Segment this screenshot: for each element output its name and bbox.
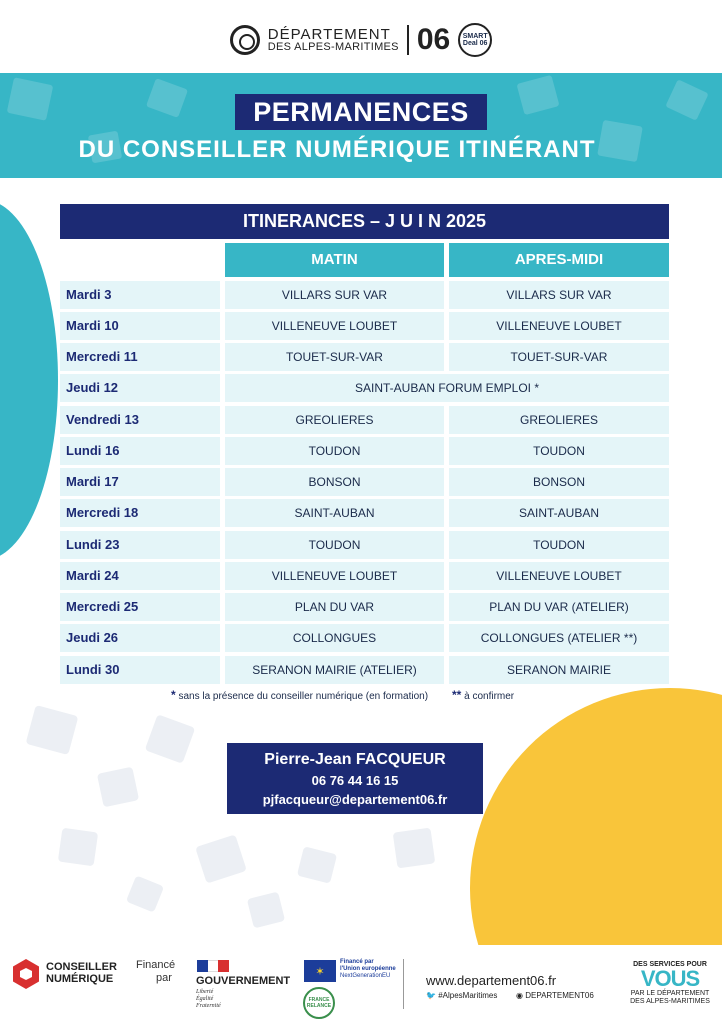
eu-line1: Financé par bbox=[340, 959, 374, 965]
footnote-formation bbox=[171, 688, 428, 702]
finance-line1: Financé bbox=[136, 959, 176, 971]
website-link[interactable]: www.departement06.fr bbox=[426, 973, 557, 988]
day-cell: Lundi 16 bbox=[60, 437, 220, 465]
footnote-confirm bbox=[452, 688, 514, 702]
day-cell: Jeudi 26 bbox=[60, 624, 220, 652]
morning-cell: GREOLIERES bbox=[225, 406, 444, 434]
table-row bbox=[60, 281, 669, 309]
decorative-square bbox=[195, 834, 247, 883]
table-row bbox=[60, 468, 669, 496]
page-title: PERMANENCES bbox=[235, 94, 487, 130]
france-relance-logo: FRANCE RELANCE bbox=[303, 987, 335, 1019]
day-cell: Mercredi 25 bbox=[60, 593, 220, 621]
morning-cell: TOUET-SUR-VAR bbox=[225, 343, 444, 371]
table-row bbox=[60, 624, 669, 652]
table-row bbox=[60, 499, 669, 527]
schedule-heading: ITINERANCES – J U I N 2025 bbox=[60, 204, 669, 239]
dsv-line3: DES ALPES-MARITIMES bbox=[630, 998, 710, 1005]
eu-flag-icon: ✶ bbox=[304, 960, 336, 982]
decorative-square bbox=[26, 705, 79, 755]
logo-divider bbox=[407, 25, 409, 55]
decorative-square bbox=[297, 846, 337, 883]
finance-label bbox=[136, 959, 175, 985]
dsv-line2: PAR LE DÉPARTEMENT bbox=[630, 990, 710, 997]
dsv-big: VOUS bbox=[640, 966, 700, 991]
footnote-text: sans la présence du conseiller numérique (en formation) bbox=[178, 691, 429, 702]
morning-cell: SERANON MAIRIE (ATELIER) bbox=[225, 656, 444, 684]
contact-email[interactable]: pjfacqueur@departement06.fr bbox=[262, 792, 448, 807]
decorative-square bbox=[97, 767, 139, 808]
contact-name: Pierre-Jean FACQUEUR bbox=[264, 751, 446, 768]
afternoon-cell: BONSON bbox=[449, 468, 669, 496]
day-cell: Mardi 10 bbox=[60, 312, 220, 340]
table-row bbox=[60, 374, 669, 402]
afternoon-cell: TOUET-SUR-VAR bbox=[449, 343, 669, 371]
table-row bbox=[60, 406, 669, 434]
gouvernement-motto bbox=[196, 989, 221, 1010]
morning-cell: TOUDON bbox=[225, 437, 444, 465]
table-row bbox=[60, 312, 669, 340]
decorative-square bbox=[145, 714, 196, 763]
department-logo bbox=[0, 20, 722, 60]
decorative-square bbox=[247, 892, 285, 929]
conseiller-numerique-icon bbox=[13, 959, 39, 989]
eu-line2: l'Union européenne bbox=[340, 966, 396, 972]
day-cell: Vendredi 13 bbox=[60, 406, 220, 434]
column-header-afternoon: APRES-MIDI bbox=[449, 243, 669, 277]
smart-deal-logo: SMART Deal 06 bbox=[458, 23, 492, 57]
table-row bbox=[60, 343, 669, 371]
twitter-icon: 🐦 bbox=[426, 991, 436, 1000]
column-header-morning: MATIN bbox=[225, 243, 444, 277]
day-cell: Mercredi 18 bbox=[60, 499, 220, 527]
table-row bbox=[60, 437, 669, 465]
conseiller-numerique-logo bbox=[46, 961, 117, 985]
day-cell: Mardi 17 bbox=[60, 468, 220, 496]
day-cell: Mardi 3 bbox=[60, 281, 220, 309]
department-name-line1: DÉPARTEMENT bbox=[267, 26, 391, 43]
services-pour-vous-logo bbox=[625, 961, 715, 1006]
footnote-mark: * bbox=[171, 688, 176, 702]
table-row bbox=[60, 656, 669, 684]
morning-cell: PLAN DU VAR bbox=[225, 593, 444, 621]
department-name-line2: DES ALPES-MARITIMES bbox=[267, 41, 399, 53]
footer-logos bbox=[0, 945, 722, 1024]
twitter-handle[interactable]: #AlpesMaritimes bbox=[438, 991, 498, 1000]
morning-cell: VILLARS SUR VAR bbox=[225, 281, 444, 309]
dsv-line1: DES SERVICES POUR bbox=[633, 961, 707, 968]
full-day-cell: SAINT-AUBAN FORUM EMPLOI * bbox=[225, 374, 669, 402]
day-cell: Lundi 30 bbox=[60, 656, 220, 684]
cn-line1: CONSEILLER bbox=[46, 961, 117, 973]
afternoon-cell: TOUDON bbox=[449, 437, 669, 465]
decorative-square bbox=[126, 875, 164, 912]
eu-line3: NextGenerationEU bbox=[340, 973, 391, 979]
decorative-square bbox=[58, 828, 98, 867]
motto-line: Fraternité bbox=[196, 1003, 221, 1009]
decorative-teal-circle bbox=[0, 200, 58, 560]
contact-card bbox=[227, 743, 483, 814]
social-dept bbox=[516, 991, 594, 1000]
motto-line: Liberté bbox=[196, 989, 214, 995]
morning-cell: COLLONGUES bbox=[225, 624, 444, 652]
table-row bbox=[60, 593, 669, 621]
department-seal-icon bbox=[230, 25, 260, 55]
gouvernement-logo: GOUVERNEMENT bbox=[196, 975, 291, 987]
footnote-text: à confirmer bbox=[464, 691, 515, 702]
day-cell: Mardi 24 bbox=[60, 562, 220, 590]
finance-line2: par bbox=[156, 972, 172, 984]
department-name bbox=[268, 27, 399, 53]
morning-cell: SAINT-AUBAN bbox=[225, 499, 444, 527]
afternoon-cell: COLLONGUES (ATELIER **) bbox=[449, 624, 669, 652]
morning-cell: BONSON bbox=[225, 468, 444, 496]
page-subtitle: DU CONSEILLER NUMÉRIQUE ITINÉRANT bbox=[78, 136, 596, 163]
eu-funding-label bbox=[340, 959, 396, 980]
footnote-mark: ** bbox=[452, 688, 462, 702]
social-dept-handle[interactable]: DEPARTEMENT06 bbox=[525, 991, 594, 1000]
motto-line: Égalité bbox=[196, 996, 214, 1002]
facebook-icon: ◉ bbox=[516, 991, 523, 1000]
afternoon-cell: GREOLIERES bbox=[449, 406, 669, 434]
morning-cell: VILLENEUVE LOUBET bbox=[225, 562, 444, 590]
table-row bbox=[60, 562, 669, 590]
table-row bbox=[60, 531, 669, 559]
afternoon-cell: SERANON MAIRIE bbox=[449, 656, 669, 684]
morning-cell: VILLENEUVE LOUBET bbox=[225, 312, 444, 340]
contact-phone[interactable]: 06 76 44 16 15 bbox=[311, 773, 399, 788]
morning-cell: TOUDON bbox=[225, 531, 444, 559]
day-cell: Jeudi 12 bbox=[60, 374, 220, 402]
day-cell: Lundi 23 bbox=[60, 531, 220, 559]
department-number: 06 bbox=[416, 23, 451, 56]
afternoon-cell: SAINT-AUBAN bbox=[449, 499, 669, 527]
cn-line2: NUMÉRIQUE bbox=[46, 973, 114, 985]
day-cell: Mercredi 11 bbox=[60, 343, 220, 371]
afternoon-cell: VILLENEUVE LOUBET bbox=[449, 562, 669, 590]
decorative-square bbox=[393, 828, 436, 869]
afternoon-cell: TOUDON bbox=[449, 531, 669, 559]
french-flag-icon bbox=[197, 960, 229, 972]
footer-divider bbox=[403, 959, 404, 1009]
social-links bbox=[426, 991, 594, 1000]
afternoon-cell: VILLENEUVE LOUBET bbox=[449, 312, 669, 340]
afternoon-cell: PLAN DU VAR (ATELIER) bbox=[449, 593, 669, 621]
afternoon-cell: VILLARS SUR VAR bbox=[449, 281, 669, 309]
